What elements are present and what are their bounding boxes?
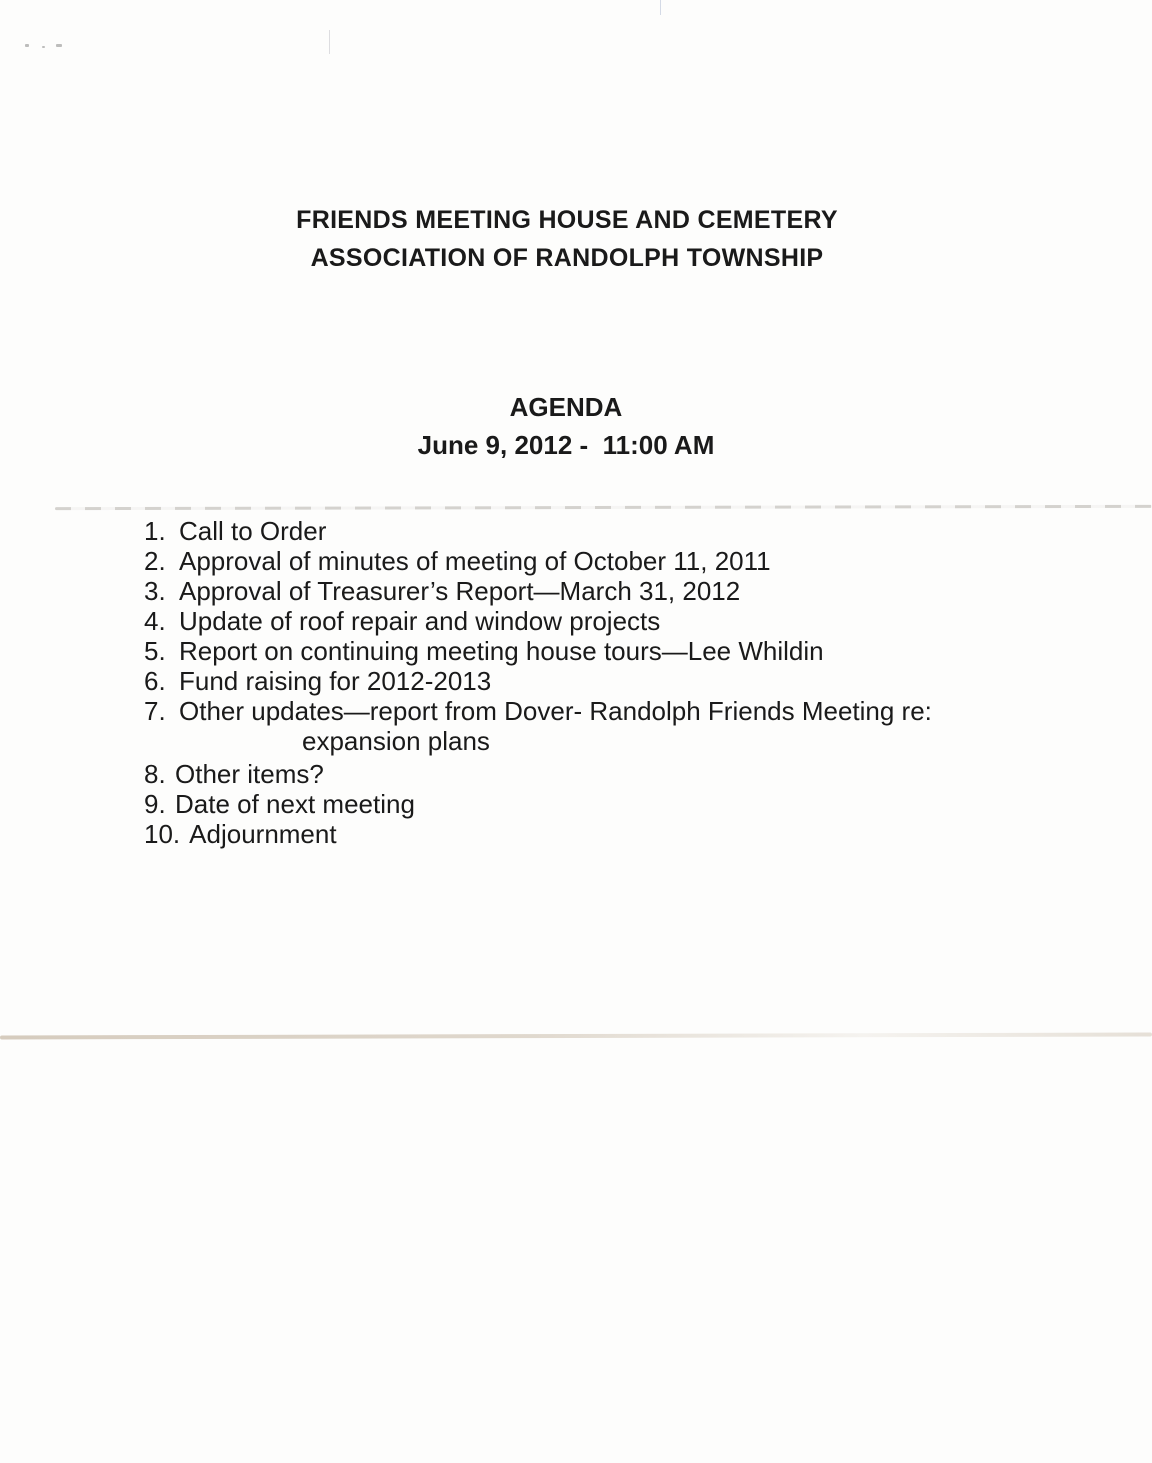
item-number: 10. xyxy=(144,819,181,849)
agenda-item-4 xyxy=(144,606,1044,636)
document-title xyxy=(0,201,1143,277)
item-text: Other updates—report from Dover- Randolph Friends Meeting re: xyxy=(179,696,932,726)
agenda-item-2 xyxy=(144,546,1044,576)
scan-speck xyxy=(42,46,45,48)
agenda-item-3 xyxy=(144,576,1044,606)
item-text: Update of roof repair and window projects xyxy=(179,606,661,636)
agenda-item-10 xyxy=(144,819,1044,849)
item-text: Report on continuing meeting house tours—Lee Whildin xyxy=(179,636,824,666)
agenda-item-5 xyxy=(144,636,1044,666)
agenda-item-8 xyxy=(144,759,1044,789)
agenda-item-1 xyxy=(144,516,1044,546)
item-text: Fund raising for 2012-2013 xyxy=(179,666,492,696)
title-line-2: ASSOCIATION OF RANDOLPH TOWNSHIP xyxy=(310,244,824,272)
item-number: 9. xyxy=(144,789,166,819)
item-number: 7. xyxy=(144,696,166,726)
item-text: Call to Order xyxy=(179,516,327,546)
paper-crease-line-bottom xyxy=(0,1032,1152,1039)
title-line-1: FRIENDS MEETING HOUSE AND CEMETERY xyxy=(296,206,838,234)
agenda-list xyxy=(144,516,1044,849)
item-number: 5. xyxy=(144,636,166,666)
agenda-heading: AGENDA xyxy=(509,392,623,422)
scan-hairline xyxy=(329,30,330,54)
item-text: Date of next meeting xyxy=(175,789,415,819)
item-text: Adjournment xyxy=(189,819,337,849)
scan-hairline xyxy=(660,0,661,15)
scan-speck xyxy=(56,44,62,47)
agenda-item-6 xyxy=(144,666,1044,696)
paper-crease-line-top xyxy=(55,505,1152,510)
agenda-item-7 xyxy=(144,696,1044,726)
item-number: 3. xyxy=(144,576,166,606)
item-number: 8. xyxy=(144,759,166,789)
agenda-item-7-continuation: expansion plans xyxy=(302,726,490,756)
item-number: 6. xyxy=(144,666,166,696)
item-text: Approval of minutes of meeting of October 11, 2011 xyxy=(179,546,771,576)
item-text: Approval of Treasurer’s Report—March 31, 2012 xyxy=(179,576,741,606)
item-number: 1. xyxy=(144,516,166,546)
scan-speck xyxy=(25,44,29,47)
item-number: 4. xyxy=(144,606,166,636)
agenda-header xyxy=(0,388,1142,464)
agenda-item-9 xyxy=(144,789,1044,819)
item-text: Other items? xyxy=(175,759,324,789)
item-number: 2. xyxy=(144,546,166,576)
agenda-datetime: June 9, 2012 - 11:00 AM xyxy=(417,430,715,460)
